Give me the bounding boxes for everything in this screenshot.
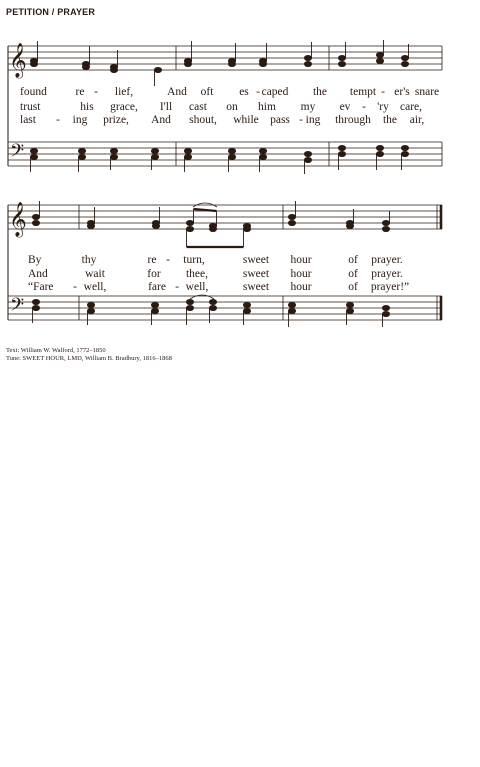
bass-clef-icon: 𝄢 [10,295,25,320]
lyric-syllable: - [94,86,98,98]
lyric-syllable: - [56,114,60,126]
lyric-syllable: the [382,114,398,126]
lyric-syllable: I'll [159,101,173,113]
lyric-syllable: my [300,101,316,113]
lyric-syllable: - [299,114,303,126]
lyric-syllable: And [167,86,187,98]
lyric-syllable: re [147,254,157,266]
lyric-syllable: es [239,86,249,98]
lyric-syllable: the [312,86,328,98]
lyric-line-2-verse-3 [0,280,480,294]
lyric-syllable: ing [305,114,321,126]
lyric-syllable: By [28,254,42,266]
treble-clef-icon: 𝄞 [9,43,27,78]
lyric-line-2-verse-2 [0,267,480,281]
lyric-syllable: last [20,114,36,126]
lyric-line-1-verse-3 [0,113,480,127]
lyric-syllable: while [233,114,259,126]
lyric-syllable: of [348,254,358,266]
lyric-syllable: of [348,281,358,293]
text-credit: Text: William W. Walford, 1772–1850 [6,347,106,354]
lyric-syllable: sweet [242,281,270,293]
lyric-syllable: hour [290,281,312,293]
lyric-syllable: snare [414,86,440,98]
lyric-syllable: turn, [183,254,205,266]
lyric-syllable: - [256,86,260,98]
lyric-syllable: sweet [242,268,270,280]
lyric-syllable: - [166,254,170,266]
lyric-syllable: of [348,268,358,280]
lyric-syllable: shout, [189,114,217,126]
lyric-syllable: wait [85,268,105,280]
lyric-line-1-verse-1 [0,85,480,99]
lyric-syllable: prayer. [371,254,403,266]
lyric-syllable: found [20,86,47,98]
lyric-syllable: caped [261,86,289,98]
lyric-syllable: prayer. [371,268,403,280]
lyric-syllable: him [258,101,276,113]
lyric-syllable: fare [148,281,166,293]
lyric-syllable: trust [20,101,41,113]
lyric-syllable: for [147,268,161,280]
lyric-line-2-verse-1 [0,253,480,267]
lyric-syllable: oft [200,86,214,98]
lyric-syllable: - [381,86,385,98]
lyric-syllable: - [73,281,77,293]
lyric-syllable: ing [72,114,88,126]
lyric-syllable: cast [189,101,207,113]
lyric-line-1-verse-2 [0,100,480,114]
lyric-syllable: ev [339,101,351,113]
lyric-syllable: hour [290,268,312,280]
lyric-syllable: thy [81,254,97,266]
lyric-syllable: through [335,114,371,126]
lyric-syllable: on [226,101,238,113]
treble-clef-icon: 𝄞 [9,202,27,237]
lyric-syllable: prayer!” [370,281,410,293]
tune-credit: Tune: SWEET HOUR, LMD, William B. Bradbury, 1816–1868 [6,355,172,362]
lyric-syllable: er's [394,86,410,98]
lyric-syllable: hour [290,254,312,266]
lyric-syllable: pass [270,114,290,126]
lyric-syllable: lief, [114,86,134,98]
music-system-1 [0,0,480,200]
lyric-syllable: - [362,101,366,113]
bass-clef-icon: 𝄢 [10,141,25,166]
lyric-syllable: And [151,114,171,126]
lyric-syllable: care, [399,101,423,113]
lyric-syllable: well, [185,281,209,293]
hymn-credits [6,347,172,363]
lyric-syllable: sweet [242,254,270,266]
lyric-syllable: And [28,268,48,280]
lyric-syllable: well, [83,281,107,293]
music-system-2 [0,195,480,345]
lyric-syllable: tempt [349,86,377,98]
lyric-syllable: grace, [110,101,138,113]
lyric-syllable: his [80,101,94,113]
lyric-syllable: thee, [185,268,209,280]
lyric-syllable: prize, [103,114,129,126]
lyric-syllable: 'ry [377,101,389,113]
category-header: PETITION / PRAYER [6,7,96,17]
lyric-syllable: “Fare [28,281,54,293]
lyric-syllable: - [175,281,179,293]
lyric-syllable: air, [409,114,425,126]
lyric-syllable: re [75,86,85,98]
